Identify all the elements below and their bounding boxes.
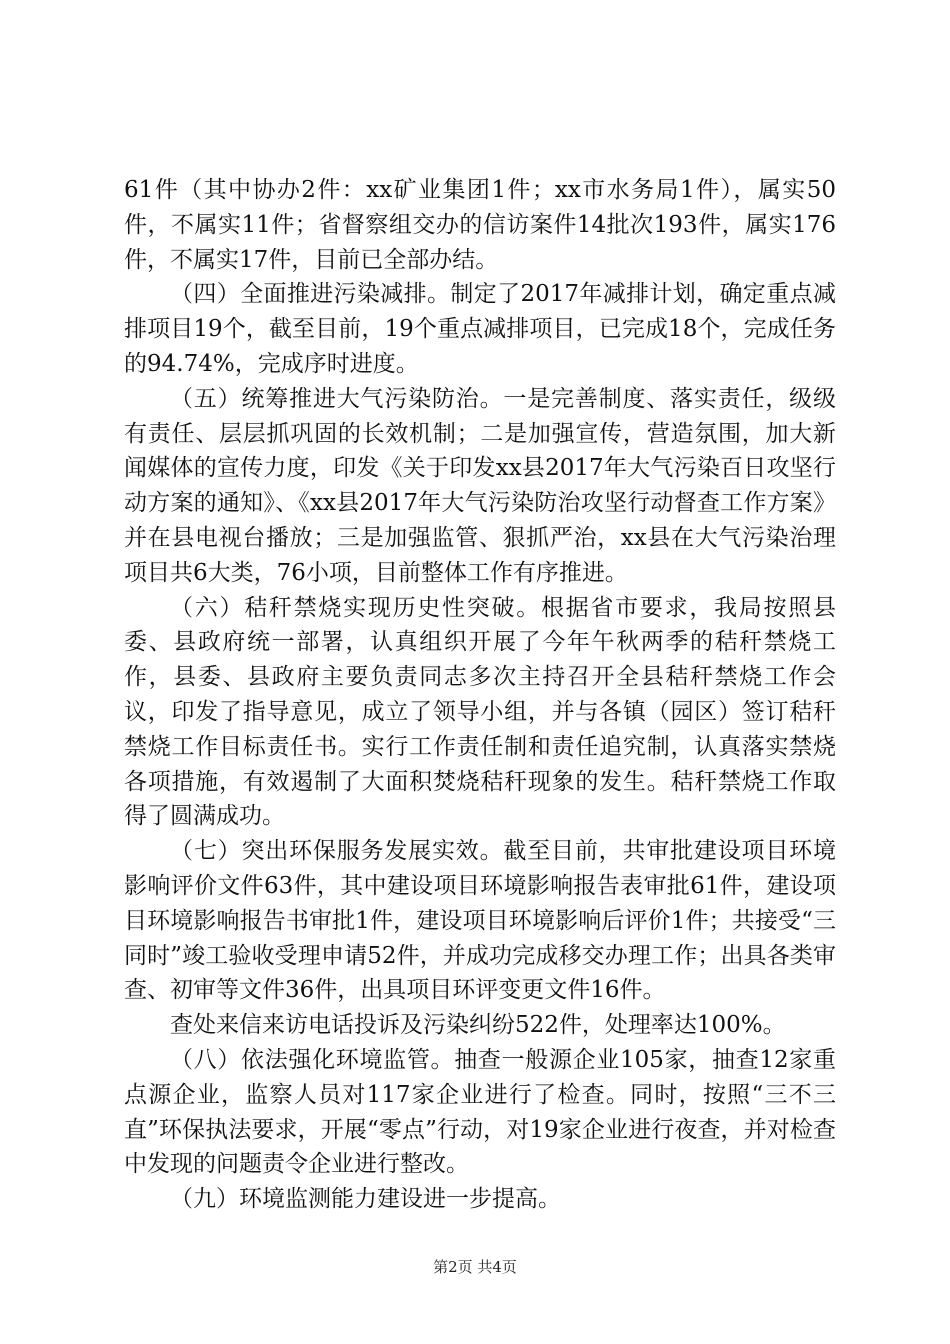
paragraph-section-6: （六）秸秆禁烧实现历史性突破。根据省市要求，我局按照县委、县政府统一部署，认真组织开展了今年午秋两季的秸秆禁烧工作，县委、县政府主要负责同志多次主持召开全县秸秆禁烧工作会议，印发了指导意见，成立了领导小组，并与各镇（园区）签订秸秆禁烧工作目标责任书。实行工作责任制和责任追究制，认真落实禁烧各项措施，有效遏制了大面积焚烧秸秆现象的发生。秸秆禁烧工作取得了圆满成功。 xyxy=(124,594,836,830)
paragraph-section-5: （五）统筹推进大气污染防治。一是完善制度、落实责任，级级有责任、层层抓巩固的长效机制；二是加强宣传，营造氛围，加大新闻媒体的宣传力度，印发《关于印发xx县2017年大气污染百日攻坚行动方案的通知》、《xx县2017年大气污染防治攻坚行动督查工作方案》并在县电视台播放；三是加强监管、狠抓严治，xx县在大气污染治理项目共6大类，76小项，目前整体工作有序推进。 xyxy=(124,385,836,586)
page-number-footer: 第2页 共4页 xyxy=(433,1258,517,1276)
paragraph-section-8: （八）依法强化环境监管。抽查一般源企业105家，抽查12家重点源企业，监察人员对117家企业进行了检查。同时，按照“三不三直”环保执法要求，开展“零点”行动，对19家企业进行夜查，并对检查中发现的问题责令企业进行整改。 xyxy=(124,1046,836,1178)
document-body xyxy=(124,173,836,1217)
paragraph-section-7: （七）突出环保服务发展实效。截至目前，共审批建设项目环境影响评价文件63件，其中建设项目环境影响报告表审批61件，建设项目环境影响报告书审批1件，建设项目环境影响后评价1件；共接受“三同时”竣工验收受理申请52件，并成功完成移交办理工作；出具各类审查、初审等文件36件，出具项目环评变更文件16件。 xyxy=(124,838,836,1004)
paragraph-continuation: 61件（其中协办2件：xx矿业集团1件；xx市水务局1件），属实50件，不属实11件；省督察组交办的信访案件14批次193件，属实176件，不属实17件，目前已全部办结。 xyxy=(124,177,836,273)
paragraph-complaints: 查处来信来访电话投诉及污染纠纷522件，处理率达100%。 xyxy=(170,1012,786,1039)
paragraph-section-4: （四）全面推进污染减排。制定了2017年减排计划，确定重点减排项目19个，截至目前，19个重点减排项目，已完成18个，完成任务的94.74%，完成序时进度。 xyxy=(124,281,836,377)
paragraph-section-9: （九）环境监测能力建设进一步提高。 xyxy=(170,1186,561,1213)
